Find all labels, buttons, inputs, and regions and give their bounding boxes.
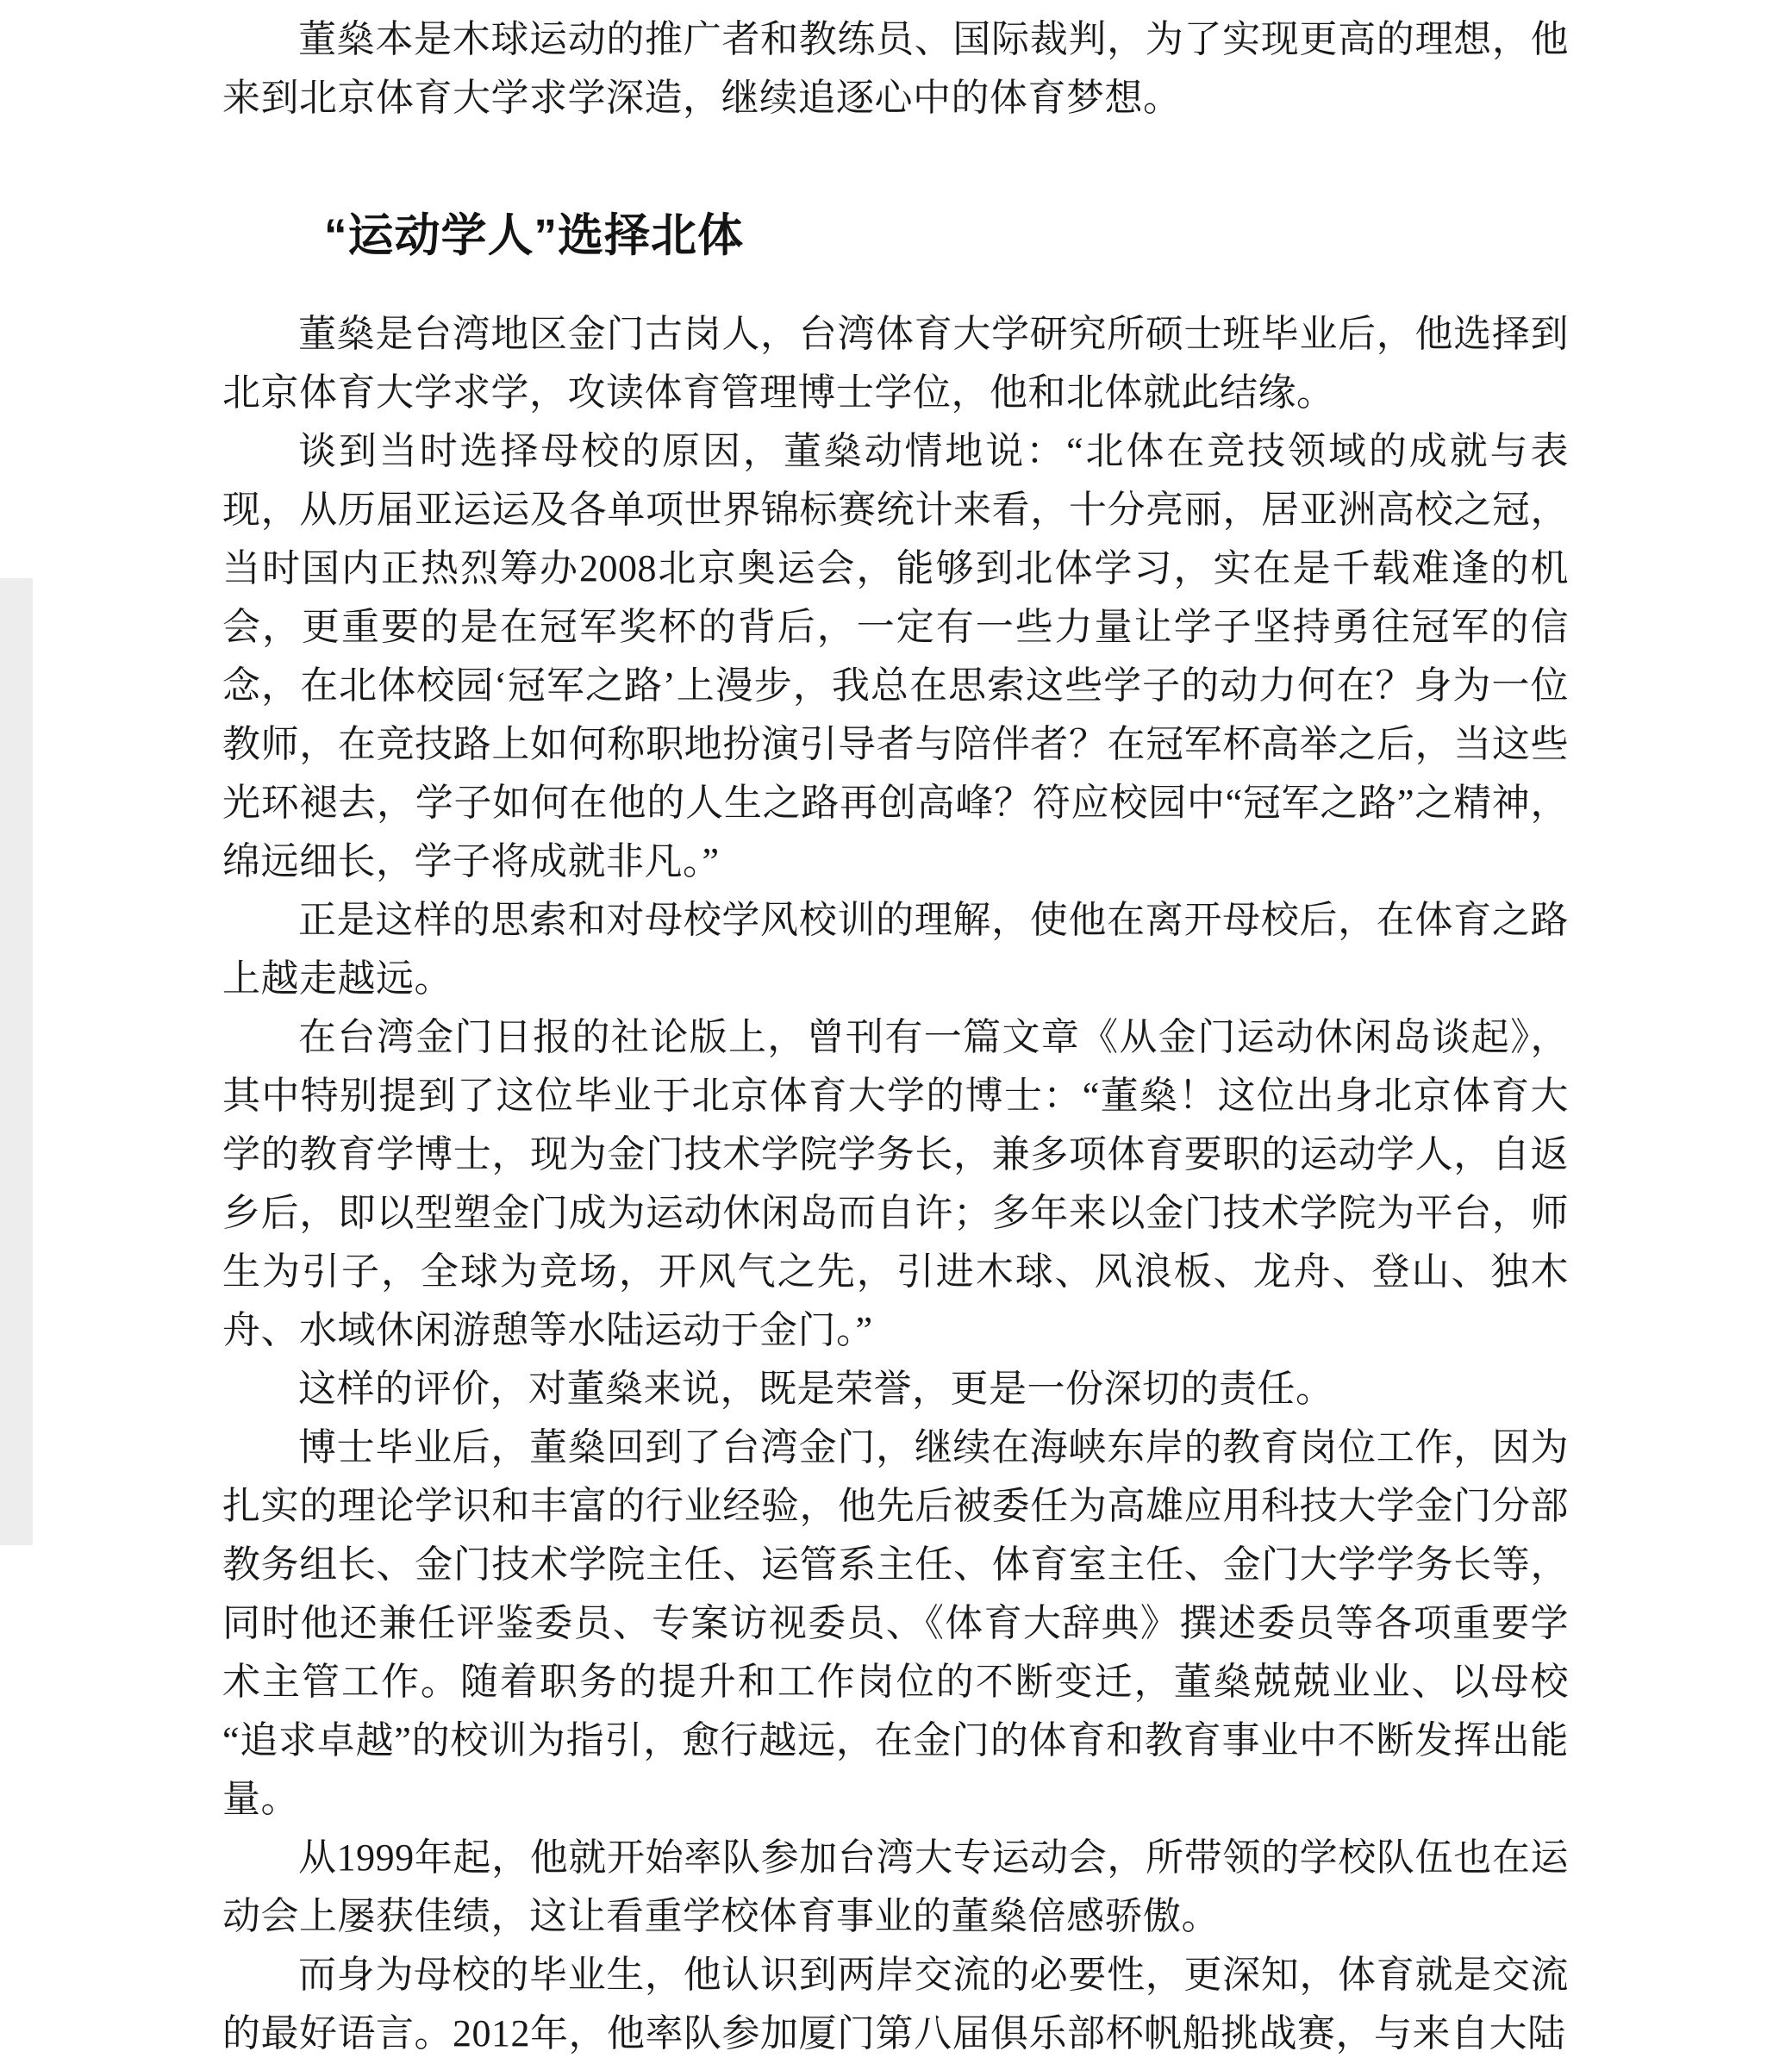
text-block	[222, 10, 1569, 2063]
paragraph: 董燊是台湾地区金门古岗人，台湾体育大学研究所硕士班毕业后，他选择到北京体育大学求学，攻读体育管理博士学位，他和北体就此结缘。	[222, 313, 1569, 414]
left-margin-accent-bar	[0, 578, 33, 1545]
paragraph: 博士毕业后，董燊回到了台湾金门，继续在海峡东岸的教育岗位工作，因为扎实的理论学识和丰富的行业经验，他先后被委任为高雄应用科技大学金门分部教务组长、金门技术学院主任、运管系主任、体育室主任、金门大学学务长等，同时他还兼任评鉴委员、专案访视委员、《体育大辞典》撰述委员等各项重要学术主管工作。随着职务的提升和工作岗位的不断变迁，董燊兢兢业业、以母校“追求卓越”的校训为指引，愈行越远，在金门的体育和教育事业中不断发挥出能量。	[222, 1426, 1569, 1820]
paragraph: 而身为母校的毕业生，他认识到两岸交流的必要性，更深知，体育就是交流的最好语言。2012年，他率队参加厦门第八届俱乐部杯帆船挑战赛，与来自大陆	[222, 1954, 1569, 2054]
body-paragraphs	[222, 305, 1569, 2063]
intro-paragraph: 董燊本是木球运动的推广者和教练员、国际裁判，为了实现更高的理想，他来到北京体育大学求学深造，继续追逐心中的体育梦想。	[222, 18, 1569, 119]
paragraph: 这样的评价，对董燊来说，既是荣誉，更是一份深切的责任。	[298, 1368, 1334, 1410]
section-heading: “运动学人”选择北体	[324, 210, 744, 261]
paragraph: 在台湾金门日报的社论版上，曾刊有一篇文章《从金门运动休闲岛谈起》，其中特别提到了这位毕业于北京体育大学的博士：“董燊！这位出身北京体育大学的教育学博士，现为金门技术学院学务长，兼多项体育要职的运动学人，自返乡后，即以型塑金门成为运动休闲岛而自许；多年来以金门技术学院为平台，师生为引子，全球为竞场，开风气之先，引进木球、风浪板、龙舟、登山、独木舟、水域休闲游憩等水陆运动于金门。”	[222, 1016, 1569, 1351]
paragraph: 谈到当时选择母校的原因，董燊动情地说：“北体在竞技领域的成就与表现，从历届亚运运及各单项世界锦标赛统计来看，十分亮丽，居亚洲高校之冠，当时国内正热烈筹办2008北京奥运会，能够到北体学习，实在是千载难逢的机会，更重要的是在冠军奖杯的背后，一定有一些力量让学子坚持勇往冠军的信念，在北体校园‘冠军之路’上漫步，我总在思索这些学子的动力何在？身为一位教师，在竞技路上如何称职地扮演引导者与陪伴者？在冠军杯高举之后，当这些光环褪去，学子如何在他的人生之路再创高峰？符应校园中“冠军之路”之精神，绵远细长，学子将成就非凡。”	[222, 430, 1569, 882]
paragraph: 从1999年起，他就开始率队参加台湾大专运动会，所带领的学校队伍也在运动会上屡获佳绩，这让看重学校体育事业的董燊倍感骄傲。	[222, 1836, 1569, 1937]
paragraph: 正是这样的思索和对母校学风校训的理解，使他在离开母校后，在体育之路上越走越远。	[222, 899, 1569, 1000]
